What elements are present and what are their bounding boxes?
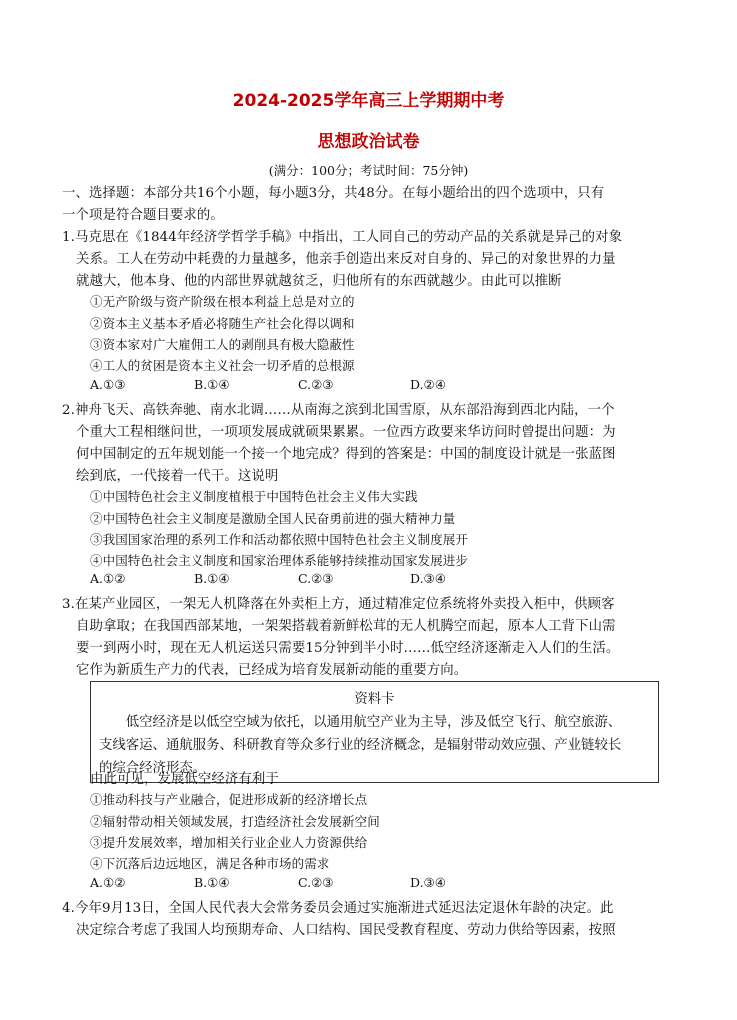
exam-subject-title: 思想政治试卷 (317, 132, 420, 152)
info-card-line3: 的综合经济形态。 (99, 761, 207, 776)
q3-item-1: ①推动科技与产业融合，促进形成新的经济增长点 (90, 792, 368, 807)
q2-item-2: ②中国特色社会主义制度是激励全国人民奋勇前进的强大精神力量 (90, 511, 456, 526)
q3-item-3: ③提升发展效率，增加相关行业企业人力资源供给 (90, 835, 368, 850)
q3-option-a[interactable]: A.①② (90, 875, 126, 890)
q3-item-4: ④下沉落后边远地区，满足各种市场的需求 (90, 856, 330, 871)
q1-item-2: ②资本主义基本矛盾必将随生产社会化得以调和 (90, 316, 355, 331)
q2-item-4: ④中国特色社会主义制度和国家治理体系能够持续推动国家发展进步 (90, 553, 469, 568)
q3-stem-line3: 要一到两小时，现在无人机运送只需要15分钟到半小时……低空经济逐渐走入人们的生活。 (76, 641, 620, 656)
q1-item-1: ①无产阶级与资产阶级在根本利益上总是对立的 (90, 294, 355, 309)
q1-stem-line2: 关系。工人在劳动中耗费的力量越多，他亲手创造出来反对自身的、异己的对象世界的力量 (76, 252, 616, 267)
q2-stem-line1: 2.神舟飞天、高铁奔驰、南水北调……从南海之滨到北国雪原，从东部沿海到西北内陆，一个 (62, 403, 615, 418)
q1-stem-line3: 就越大，他本身、他的内部世界就越贫乏，归他所有的东西就越少。由此可以推断 (76, 274, 562, 289)
exam-meta: (满分：100分；考试时间：75分钟) (268, 163, 469, 178)
q2-option-b[interactable]: B.①④ (194, 571, 230, 586)
q2-item-1: ①中国特色社会主义制度植根于中国特色社会主义伟大实践 (90, 489, 418, 504)
q1-option-c[interactable]: C.②③ (298, 377, 334, 392)
q3-option-d[interactable]: D.③④ (410, 875, 446, 890)
q3-item-2: ②辐射带动相关领域发展，打造经济社会发展新空间 (90, 814, 380, 829)
info-card-line2: 支线客运、通航服务、科研教育等众多行业的经济概念，是辐射带动效应强、产业链较长 (99, 738, 622, 753)
q3-stem-line2: 自助拿取；在我国西部某地，一架架搭载着新鲜松茸的无人机腾空而起，原本人工背下山需 (76, 619, 616, 634)
q3-option-c[interactable]: C.②③ (298, 875, 334, 890)
q4-stem-line2: 决定综合考虑了我国人均预期寿命、人口结构、国民受教育程度、劳动力供给等因素，按照 (76, 923, 616, 938)
q2-stem-line2: 个重大工程相继问世，一项项发展成就硕果累累。一位西方政要来华访问时曾提出问题：为 (76, 425, 616, 440)
q2-item-3: ③我国国家治理的系列工作和活动都依照中国特色社会主义制度展开 (90, 532, 469, 547)
q2-option-c[interactable]: C.②③ (298, 571, 334, 586)
q3-stem-line1: 3.在某产业园区，一架无人机降落在外卖柜上方，通过精准定位系统将外卖投入柜中，供顾客 (62, 597, 615, 612)
q2-option-d[interactable]: D.③④ (410, 571, 446, 586)
q1-option-b[interactable]: B.①④ (194, 377, 230, 392)
q4-stem-line1: 4.今年9月13日，全国人民代表大会常务委员会通过实施渐进式延迟法定退休年龄的决定。此 (62, 901, 614, 916)
q3-lead: 由此可见，发展低空经济有利于 (90, 772, 279, 787)
q1-option-a[interactable]: A.①③ (90, 377, 126, 392)
q1-stem-line1: 1.马克思在《1844年经济学哲学手稿》中指出，工人同自己的劳动产品的关系就是异己的对象 (62, 230, 623, 245)
exam-title: 2024-2025学年高三上学期期中考 (232, 91, 505, 111)
q1-item-4: ④工人的贫困是资本主义社会一切矛盾的总根源 (90, 358, 355, 373)
q1-item-3: ③资本家对广大雇佣工人的剥削具有极大隐蔽性 (90, 337, 355, 352)
q2-stem-line4: 绘到底，一代接着一代干。这说明 (76, 469, 279, 484)
info-card-line1: 低空经济是以低空空域为依托，以通用航空产业为主导，涉及低空飞行、航空旅游、 (99, 715, 622, 730)
q1-option-d[interactable]: D.②④ (410, 377, 446, 392)
q3-option-b[interactable]: B.①④ (194, 875, 230, 890)
q2-stem-line3: 何中国制定的五年规划能一个接一个地完成？得到的答案是：中国的制度设计就是一张蓝图 (76, 447, 616, 462)
info-card-title: 资料卡 (354, 692, 395, 707)
section-instructions-line2: 一个项是符合题目要求的。 (62, 208, 224, 223)
q3-stem-line4: 它作为新质生产力的代表，已经成为培育发展新动能的重要方向。 (76, 663, 468, 678)
q2-option-a[interactable]: A.①② (90, 571, 126, 586)
section-instructions-line1: 一、选择题：本部分共16个小题，每小题3分，共48分。在每小题给出的四个选项中，只有 (62, 186, 605, 201)
